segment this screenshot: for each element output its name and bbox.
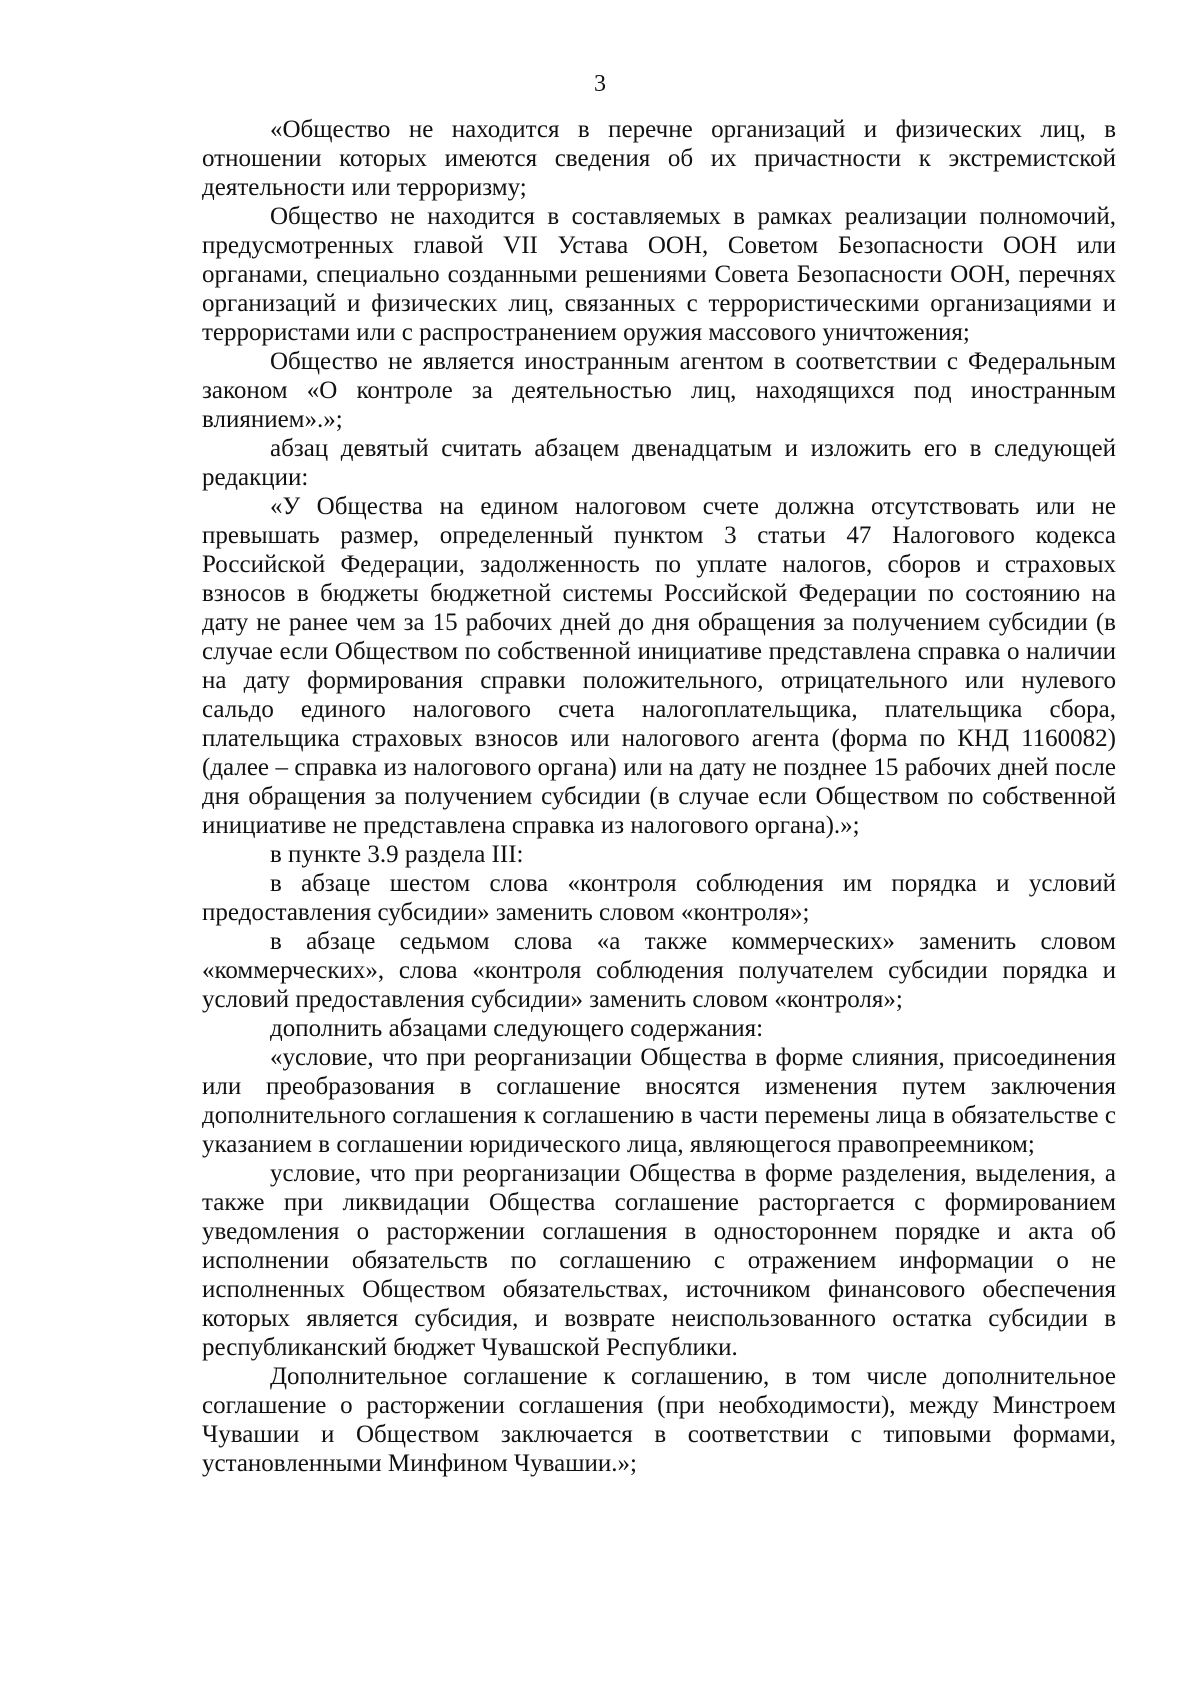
paragraph-6: в пункте 3.9 раздела III: [270, 841, 524, 868]
paragraph-11: условие, что при реорганизации Общества в форме разделения, выделения, а также при ликвидации Общества соглашение расторгается с формированием уведомления о расторжении соглашения в одностороннем порядке и акта об исполнении обязательств по соглашению с отражением информации о не исполненных Обществом обязательствах, источником финансового обеспечения которых является субсидия, и возврате неиспользованного остатка субсидии в республиканский бюджет Чувашской Республики. [202, 1160, 1116, 1361]
paragraph-9: дополнить абзацами следующего содержания: [270, 1015, 764, 1042]
page-number: 3 [594, 71, 606, 97]
paragraph-10: «условие, что при реорганизации Общества в форме слияния, присоединения или преобразования в соглашение вносятся изменения путем заключения дополнительного соглашения к соглашению в части перемены лица в обязательстве с указанием в соглашении юридического лица, являющегося правопреемником; [202, 1044, 1116, 1158]
paragraph-2: Общество не находится в составляемых в рамках реализации полномочий, предусмотренных главой VII Устава ООН, Советом Безопасности ООН или органами, специально созданными решениями Совета Безопасности ООН, перечнях организаций и физических лиц, связанных с террористическими организациями и террористами или с распространением оружия массового уничтожения; [202, 203, 1116, 346]
paragraph-4: абзац девятый считать абзацем двенадцатым и изложить его в следующей редакции: [202, 435, 1116, 491]
paragraph-8: в абзаце седьмом слова «а также коммерческих» заменить словом «коммерческих», слова «контроля соблюдения получателем субсидии порядка и условий предоставления субсидии» заменить словом «контроля»; [202, 928, 1116, 1013]
paragraph-3: Общество не является иностранным агентом в соответствии с Федеральным законом «О контроле за деятельностью лиц, находящихся под иностранным влиянием».»; [202, 348, 1116, 433]
paragraph-7: в абзаце шестом слова «контроля соблюдения им порядка и условий предоставления субсидии» заменить словом «контроля»; [202, 870, 1116, 926]
document-body [202, 115, 1116, 1478]
paragraph-5: «У Общества на едином налоговом счете должна отсутствовать или не превышать размер, определенный пунктом 3 статьи 47 Налогового кодекса Российской Федерации, задолженность по уплате налогов, сборов и страховых взносов в бюджеты бюджетной системы Российской Федерации по состоянию на дату не ранее чем за 15 рабочих дней до дня обращения за получением субсидии (в случае если Обществом по собственной инициативе представлена справка о наличии на дату формирования справки положительного, отрицательного или нулевого сальдо единого налогового счета налогоплательщика, плательщика сбора, плательщика страховых взносов или налогового агента (форма по КНД 1160082) (далее – справка из налогового органа) или на дату не позднее 15 рабочих дней после дня обращения за получением субсидии (в случае если Обществом по собственной инициативе не представлена справка из налогового органа).»; [202, 493, 1116, 839]
paragraph-12: Дополнительное соглашение к соглашению, в том числе дополнительное соглашение о расторжении соглашения (при необходимости), между Минстроем Чувашии и Обществом заключается в соответствии с типовыми формами, установленными Минфином Чувашии.»; [202, 1363, 1116, 1477]
paragraph-1: «Общество не находится в перечне организаций и физических лиц, в отношении которых имеются сведения об их причастности к экстремистской деятельности или терроризму; [202, 116, 1116, 201]
